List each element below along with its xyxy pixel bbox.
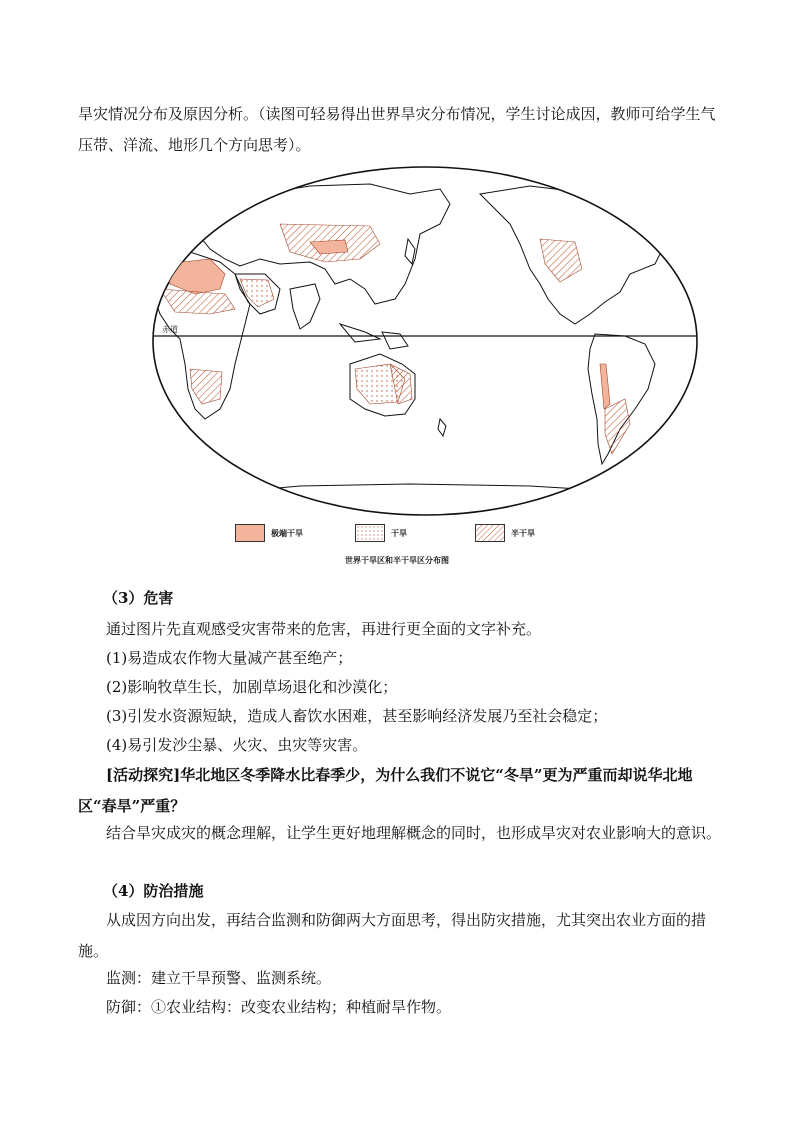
legend-swatch-arid xyxy=(355,524,385,542)
intro-paragraph: 旱灾情况分布及原因分析。（读图可轻易得出世界旱灾分布情况，学生讨论成因，教师可给学生气压带、洋流、地形几个方向思考）。 xyxy=(78,105,716,154)
section-4-intro: 从成因方向出发，再结合监测和防御两大方面思考，得出防灾措施，尤其突出农业方面的措施。 xyxy=(78,911,707,960)
section-4-heading: （4）防治措施 xyxy=(103,882,204,900)
legend-item-extreme xyxy=(235,523,303,543)
activity-answer: 结合旱灾成灾的概念理解，让学生更好地理解概念的同时，也形成旱灾对农业影响大的意识。 xyxy=(106,824,722,842)
legend-swatch-extreme xyxy=(235,524,265,542)
harm-item-4: (4)易引发沙尘暴、火灾、虫灾等灾害。 xyxy=(106,736,368,754)
legend-label: 极端干旱 xyxy=(271,528,303,538)
harm-item-2: (2)影响牧草生长，加剧草场退化和沙漠化； xyxy=(106,678,398,696)
section-3-intro: 通过图片先直观感受灾害带来的危害，再进行更全面的文字补充。 xyxy=(106,620,542,638)
harm-item-1: (1)易造成农作物大量减产甚至绝产； xyxy=(106,649,353,667)
map-legend xyxy=(230,519,590,549)
equator-label: 赤道 xyxy=(162,325,178,334)
harm-item-3: (3)引发水资源短缺，造成人畜饮水困难，甚至影响经济发展乃至社会稳定； xyxy=(106,707,608,725)
defense-measure: 防御：①农业结构：改变农业结构；种植耐旱作物。 xyxy=(106,998,452,1016)
map-caption: 世界干旱区和半干旱区分布图 xyxy=(345,556,449,565)
section-3-heading: （3）危害 xyxy=(103,589,174,607)
world-drought-map xyxy=(150,164,700,518)
legend-label: 干旱 xyxy=(391,528,407,538)
legend-item-arid xyxy=(355,523,407,543)
monitor-measure: 监测：建立干旱预警、监测系统。 xyxy=(106,969,332,987)
legend-swatch-semiarid xyxy=(475,524,505,542)
legend-label: 半干旱 xyxy=(511,528,535,538)
activity-question: [活动探究]华北地区冬季降水比春季少，为什么我们不说它“冬旱”更为严重而却说华北地区“春旱”严重？ xyxy=(78,766,693,815)
legend-item-semiarid xyxy=(475,523,535,543)
